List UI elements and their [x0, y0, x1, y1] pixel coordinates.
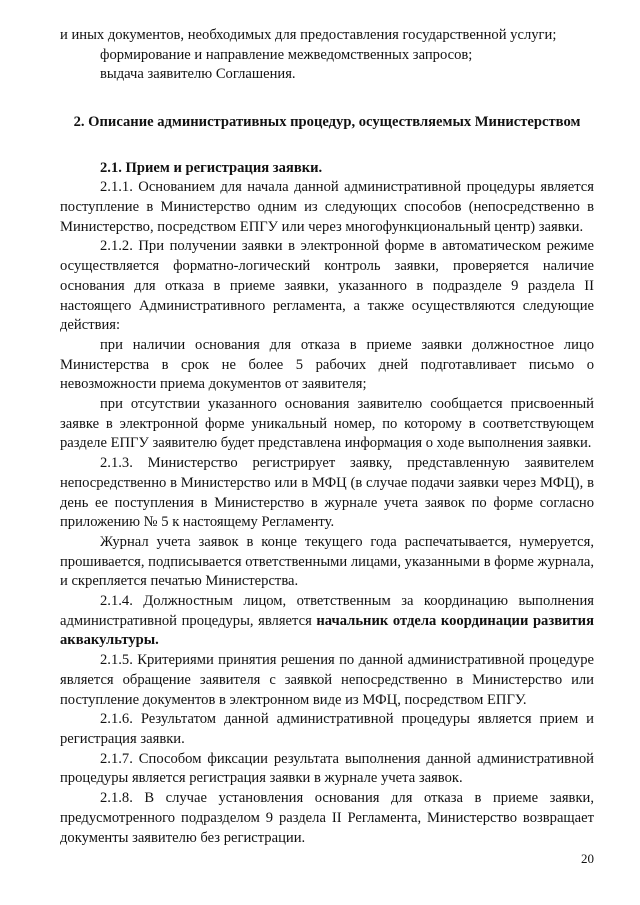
- list-item-agreement: выдача заявителю Соглашения.: [100, 66, 296, 83]
- paragraph-2-1-7: 2.1.7. Способом фиксации результата выполнения данной административной процедуры является регистрация заявки в журнале учета заявок.: [60, 750, 594, 787]
- continuation-line: и иных документов, необходимых для предоставления государственной услуги;: [60, 27, 557, 43]
- paragraph-2-1-3-journal: Журнал учета заявок в конце текущего года распечатывается, нумеруется, прошивается, подписывается ответственными лицами, указанными в форме журнала, и скрепляется печатью Министерства.: [60, 533, 594, 590]
- paragraph-2-1-1: 2.1.1. Основанием для начала данной административной процедуры является поступление в Министерство одним из следующих способов (непосредственно в Министерство, посредством ЕПГУ или через многофункциональный центр) заявки.: [60, 179, 594, 235]
- list-item-requests: формирование и направление межведомственных запросов;: [100, 46, 473, 63]
- paragraph-2-1-8: 2.1.8. В случае установления основания для отказа в приеме заявки, предусмотренного подразделом 9 раздела II Регламента, Министерство возвращает документы заявителю без регистрации.: [60, 790, 594, 846]
- paragraph-2-1-4-text: 2.1.4. Должностным лицом, ответственным за координацию выполнения административной процедуры, является: [60, 593, 594, 629]
- paragraph-2-1-5: 2.1.5. Критериями принятия решения по данной административной процедуре является обращение заявителя с заявкой непосредственно в Министерство или поступление документов в электронном виде из МФЦ, посредством ЕПГУ.: [60, 652, 594, 708]
- paragraph-2-1-2-number: при отсутствии указанного основания заявителю сообщается присвоенный заявке в электронной форме уникальный номер, по которому в соответствующем разделе ЕПГУ заявителю будет представлена информация о ходе выполнения заявки.: [60, 396, 594, 452]
- subsection-heading: 2.1. Прием и регистрация заявки.: [100, 159, 323, 176]
- document-page: [60, 26, 594, 848]
- page-number: 20: [581, 851, 594, 866]
- section-heading: [60, 113, 594, 133]
- paragraph-2-1-2-refusal: при наличии основания для отказа в приеме заявки должностное лицо Министерства в срок не более 5 рабочих дней подготавливает письмо о невозможности приема документов от заявителя;: [60, 336, 594, 393]
- paragraph-2-1-6: 2.1.6. Результатом данной административной процедуры является прием и регистрация заявки.: [60, 711, 594, 747]
- paragraph-2-1-4: [60, 592, 594, 651]
- responsible-official: начальник отдела координации развития аквакультуры.: [60, 612, 594, 649]
- paragraph-2-1-3: 2.1.3. Министерство регистрирует заявку, представленную заявителем непосредственно в Министерство или в МФЦ (в случае подачи заявки через МФЦ), в день ее поступления в Министерство в журнале учета заявок по форме согласно приложению № 5 к настоящему Регламенту.: [60, 455, 594, 531]
- paragraph-2-1-2: 2.1.2. При получении заявки в электронной форме в автоматическом режиме осуществляется форматно-логический контроль заявки, проверяется наличие основания для отказа в приеме заявки, указанного в подразделе 9 раздела II настоящего Административного регламента, а также осуществляются следующие действия:: [60, 238, 594, 334]
- section-heading-text: 2. Описание административных процедур, осуществляемых Министерством: [73, 114, 581, 131]
